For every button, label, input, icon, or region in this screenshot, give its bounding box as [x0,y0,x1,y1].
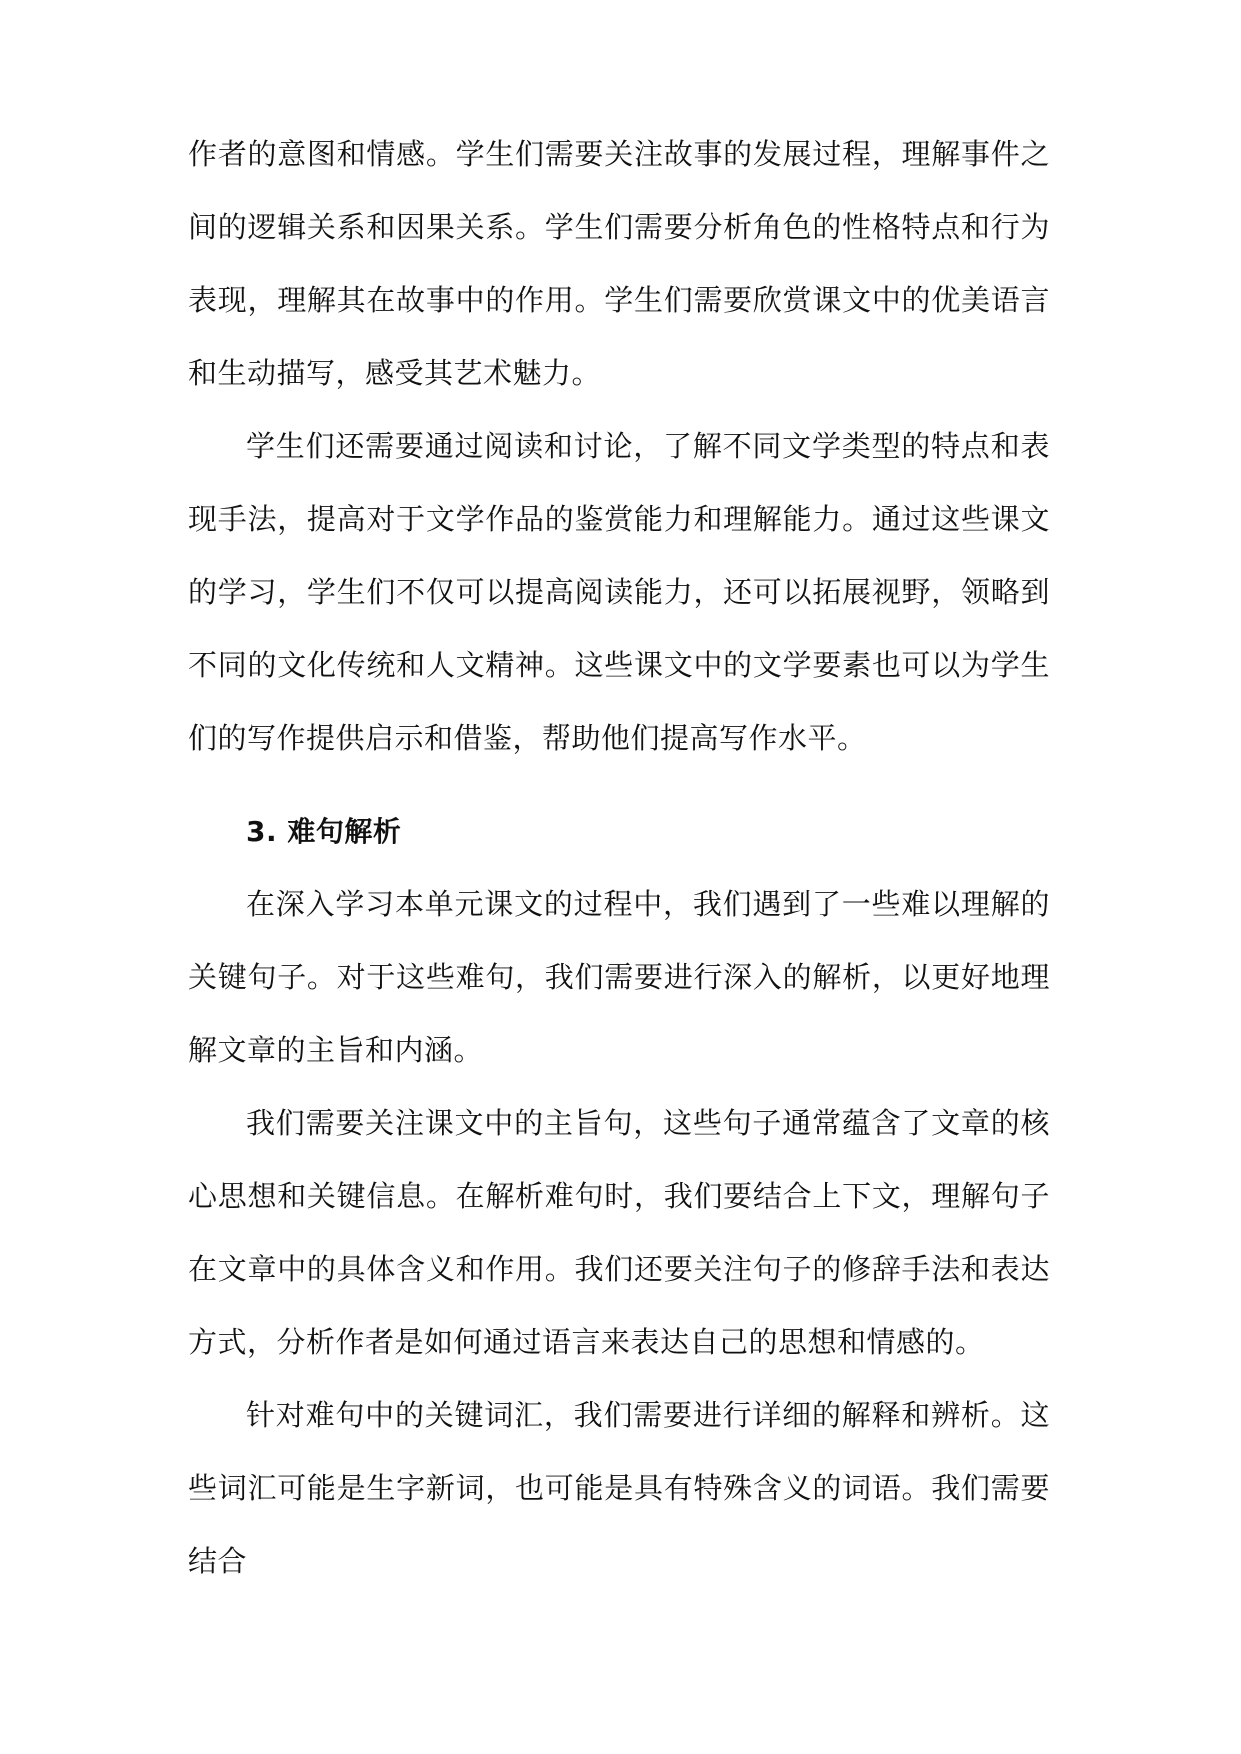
document-body [188,118,1050,1598]
section-spacer [188,775,1050,795]
paragraph-continued: 作者的意图和情感。学生们需要关注故事的发展过程，理解事件之间的逻辑关系和因果关系。学生们需要分析角色的性格特点和行为表现，理解其在故事中的作用。学生们需要欣赏课文中的优美语言和生动描写，感受其艺术魅力。 [188,137,1050,390]
paragraph-literary-types: 学生们还需要通过阅读和讨论，了解不同文学类型的特点和表现手法，提高对于文学作品的鉴赏能力和理解能力。通过这些课文的学习，学生们不仅可以提高阅读能力，还可以拓展视野，领略到不同的文化传统和人文精神。这些课文中的文学要素也可以为学生们的写作提供启示和借鉴，帮助他们提高写作水平。 [188,429,1050,755]
paragraph-difficult-sentences-intro: 在深入学习本单元课文的过程中，我们遇到了一些难以理解的关键句子。对于这些难句，我们需要进行深入的解析，以更好地理解文章的主旨和内涵。 [188,887,1050,1067]
paragraph-main-idea-sentences: 我们需要关注课文中的主旨句，这些句子通常蕴含了文章的核心思想和关键信息。在解析难句时，我们要结合上下文，理解句子在文章中的具体含义和作用。我们还要关注句子的修辞手法和表达方式，分析作者是如何通过语言来表达自己的思想和情感的。 [188,1106,1050,1359]
paragraph-key-vocabulary: 针对难句中的关键词汇，我们需要进行详细的解释和辨析。这些词汇可能是生字新词，也可能是具有特殊含义的词语。我们需要结合 [188,1398,1050,1578]
section-heading: 3. 难句解析 [246,815,402,848]
